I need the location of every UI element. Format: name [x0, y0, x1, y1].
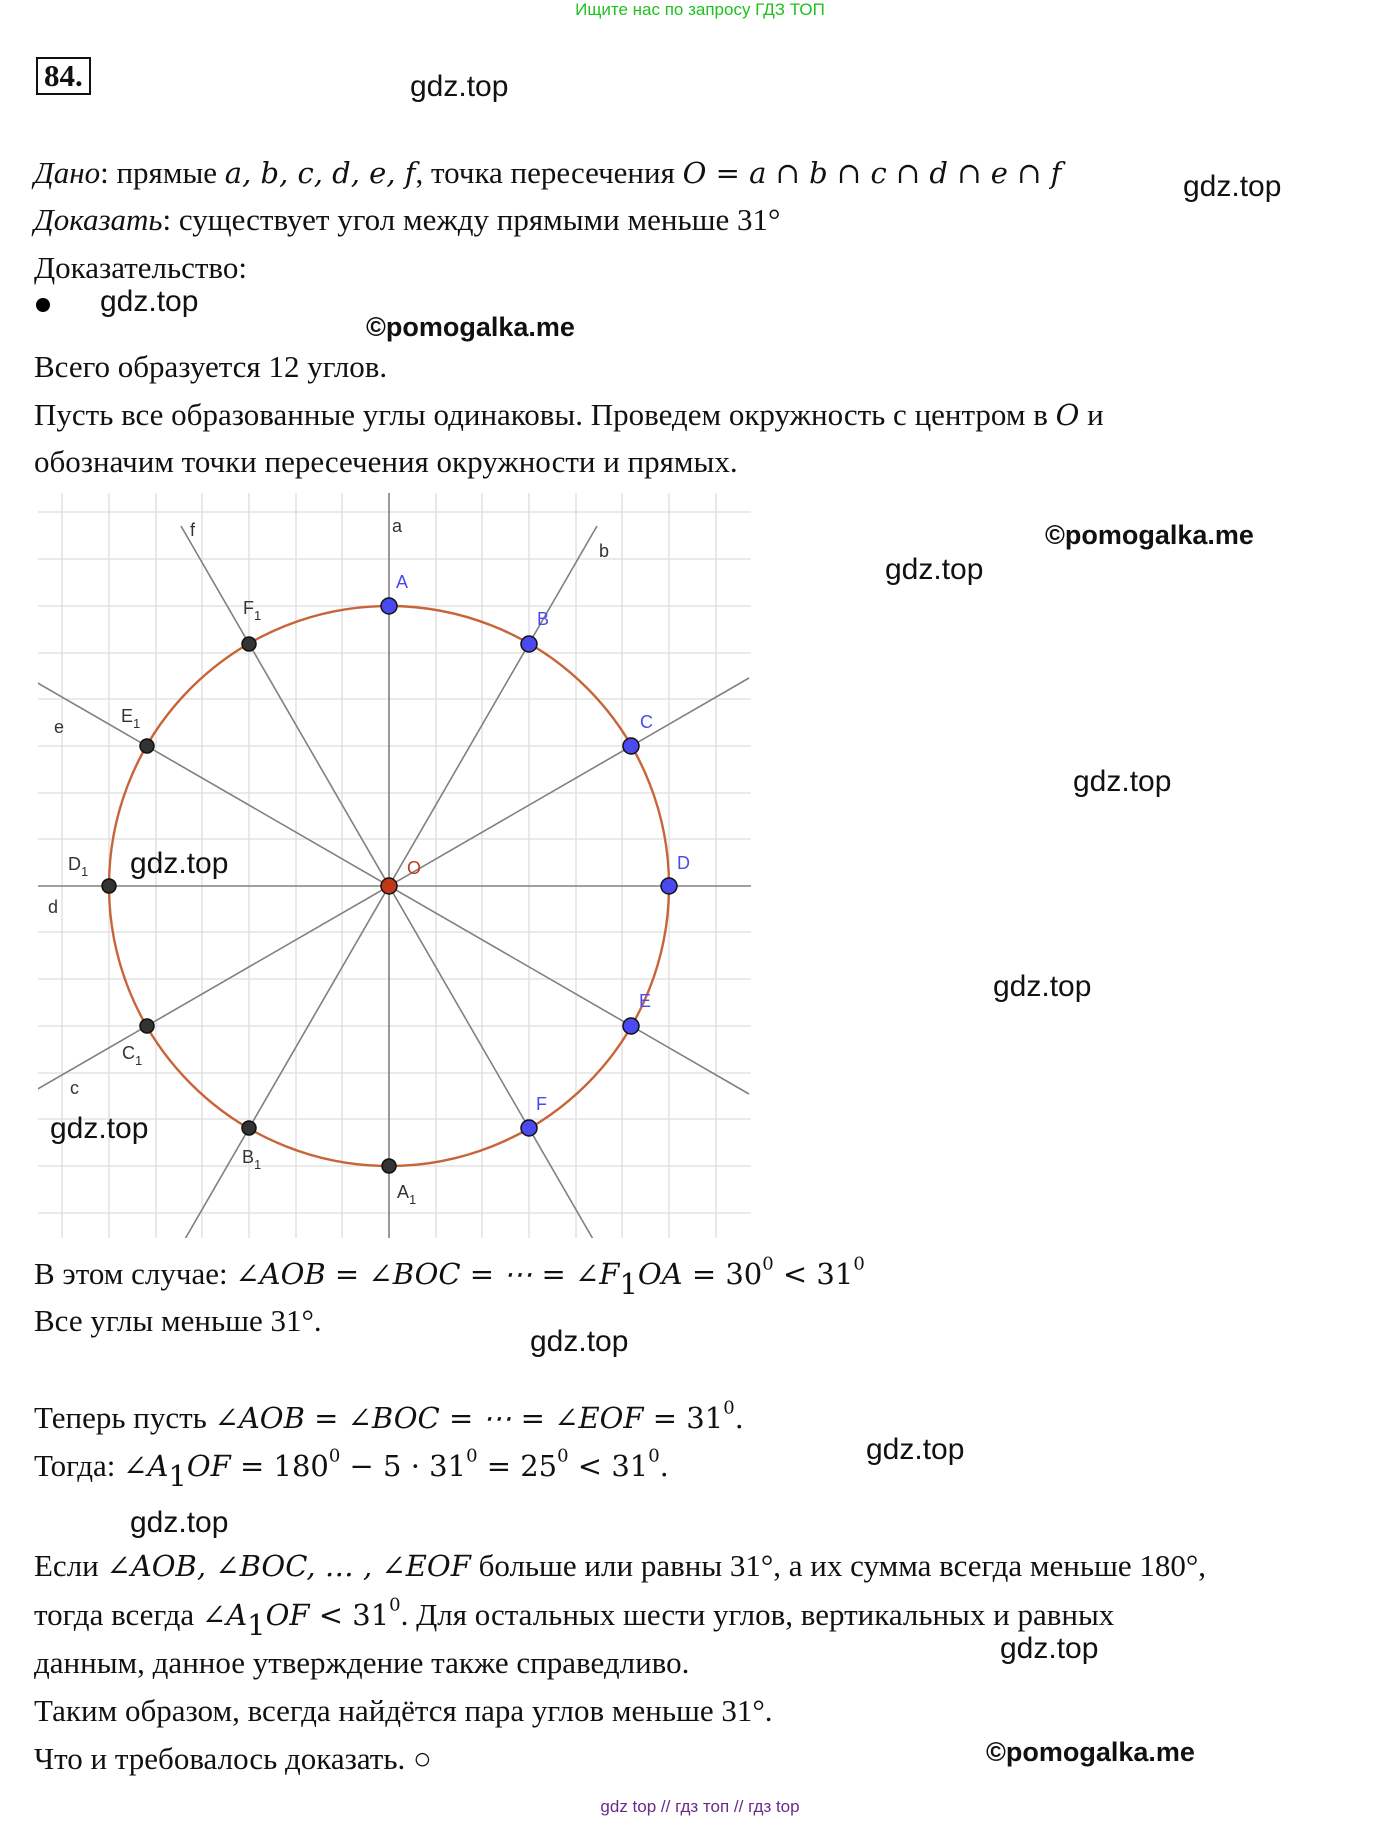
case-prefix: В этом случае: [34, 1256, 236, 1291]
then-formula: $\angle A_1OF = 180^0 - 5 \cdot 31^0 = 25^0 < 31^0$. [123, 1445, 669, 1494]
label-e: e [54, 717, 65, 737]
point-E [623, 1018, 639, 1034]
given-label: Дано [34, 155, 101, 190]
assumption-text: Пусть все образованные углы одинаковы. Проведем окружность с центром в [34, 397, 1056, 432]
point-B1 [242, 1121, 256, 1135]
watermark-gdz: gdz.top [410, 70, 509, 103]
top-banner[interactable]: Ищите нас по запросу ГДЗ ТОП [575, 0, 825, 19]
watermark-gdz: gdz.top [130, 1506, 229, 1539]
point-D1 [102, 879, 116, 893]
if-line [34, 1548, 1206, 1584]
watermark-gdz: gdz.top [1183, 170, 1282, 203]
point-C [623, 738, 639, 754]
point-A [381, 598, 397, 614]
given-point-text: , точка пересечения [415, 155, 683, 190]
watermark-pomogalka: ©pomogalka.me [1045, 520, 1254, 550]
now-formula: ∠AOB = ∠BOC = ⋯ = ∠EOF = $31^0$. [214, 1397, 744, 1435]
all-less-text: Все углы меньше 31°. [34, 1303, 322, 1338]
watermark-gdz: gdz.top [1073, 765, 1172, 798]
thus-text: Таким образом, всегда найдётся пара углов меньше 31°. [34, 1693, 773, 1728]
watermark-gdz: gdz.top [130, 847, 229, 880]
watermark-pomogalka: ©pomogalka.me [366, 312, 575, 342]
geometry-figure [0, 0, 760, 1250]
prove-text: : существует угол между прямыми меньше 31° [162, 202, 781, 237]
point-E1 [140, 739, 154, 753]
if-formula: ∠AOB, ∠BOC, … , ∠EOF [106, 1549, 471, 1583]
given-formula: O = a ∩ b ∩ c ∩ d ∩ e ∩ f [682, 156, 1062, 190]
label-c: c [70, 1078, 79, 1098]
watermark-gdz: gdz.top [100, 285, 199, 318]
then-line [34, 1445, 669, 1494]
case-formula: ∠AOB = ∠BOC = ⋯ = $\angle F_1OA = 30^0 < 31^0$ [235, 1253, 865, 1302]
label-point-B1: $B_1$ [242, 1147, 262, 1172]
if-prefix: Если [34, 1548, 107, 1583]
label-point-F1: $F_1$ [243, 598, 262, 623]
label-center-O: O [407, 858, 422, 878]
point-O [381, 878, 397, 894]
always-suffix: . Для остальных шести углов, вертикальных и равных [400, 1597, 1115, 1632]
point-D [661, 878, 677, 894]
problem-number: 84. [36, 57, 91, 95]
proof-heading: Доказательство: [34, 250, 247, 285]
watermark-gdz: gdz.top [885, 553, 984, 586]
label-point-D1: $D_1$ [68, 854, 89, 879]
watermark-gdz: gdz.top [993, 970, 1092, 1003]
assumption-o: O [1055, 398, 1080, 432]
point-C1 [140, 1019, 154, 1033]
label-point-D: D [677, 853, 690, 873]
given-lines: a, b, c, d, e, f [224, 156, 416, 190]
point-F1 [242, 637, 256, 651]
qed-text: Что и требовалось доказать. ○ [34, 1741, 432, 1776]
point-F [521, 1120, 537, 1136]
label-a: a [392, 516, 403, 536]
label-f: f [190, 520, 196, 540]
label-point-E1: $E_1$ [121, 706, 141, 731]
watermark-pomogalka: ©pomogalka.me [986, 1737, 1195, 1767]
label-point-C1: $C_1$ [122, 1043, 143, 1068]
watermark-gdz: gdz.top [530, 1325, 629, 1358]
label-b: b [599, 541, 610, 561]
label-point-E: E [639, 991, 652, 1011]
assumption-and: и [1079, 397, 1104, 432]
then-prefix: Тогда: [34, 1448, 124, 1483]
footer-links[interactable]: gdz top // гдз топ // гдз top [600, 1797, 800, 1816]
prove-label: Доказать [34, 202, 163, 237]
case-line [34, 1253, 865, 1302]
label-point-F: F [536, 1094, 547, 1114]
if-mid: больше или равны 31°, а их сумма всегда меньше 180°, [470, 1548, 1207, 1583]
watermark-gdz: gdz.top [1000, 1632, 1099, 1665]
watermark-gdz: gdz.top [50, 1112, 149, 1145]
always-prefix: тогда всегда [34, 1597, 202, 1632]
now-line [34, 1397, 744, 1436]
data-line: данным, данное утверждение также справедливо. [34, 1645, 690, 1680]
now-prefix: Теперь пусть [34, 1400, 215, 1435]
assumption-line-2: обозначим точки пересечения окружности и прямых. [34, 444, 738, 479]
point-A1 [382, 1159, 396, 1173]
label-d: d [48, 897, 59, 917]
label-point-B: B [537, 609, 550, 629]
label-point-A1: $A_1$ [397, 1182, 417, 1207]
label-point-C: C [640, 712, 653, 732]
always-line [34, 1594, 1115, 1643]
given-text: : прямые [100, 155, 225, 190]
always-formula: $\angle A_1OF < 31^0$ [201, 1594, 401, 1643]
label-point-A: A [396, 572, 409, 592]
total-angles-text: Всего образуется 12 углов. [34, 349, 388, 384]
point-B [521, 636, 537, 652]
watermark-gdz: gdz.top [866, 1433, 965, 1466]
